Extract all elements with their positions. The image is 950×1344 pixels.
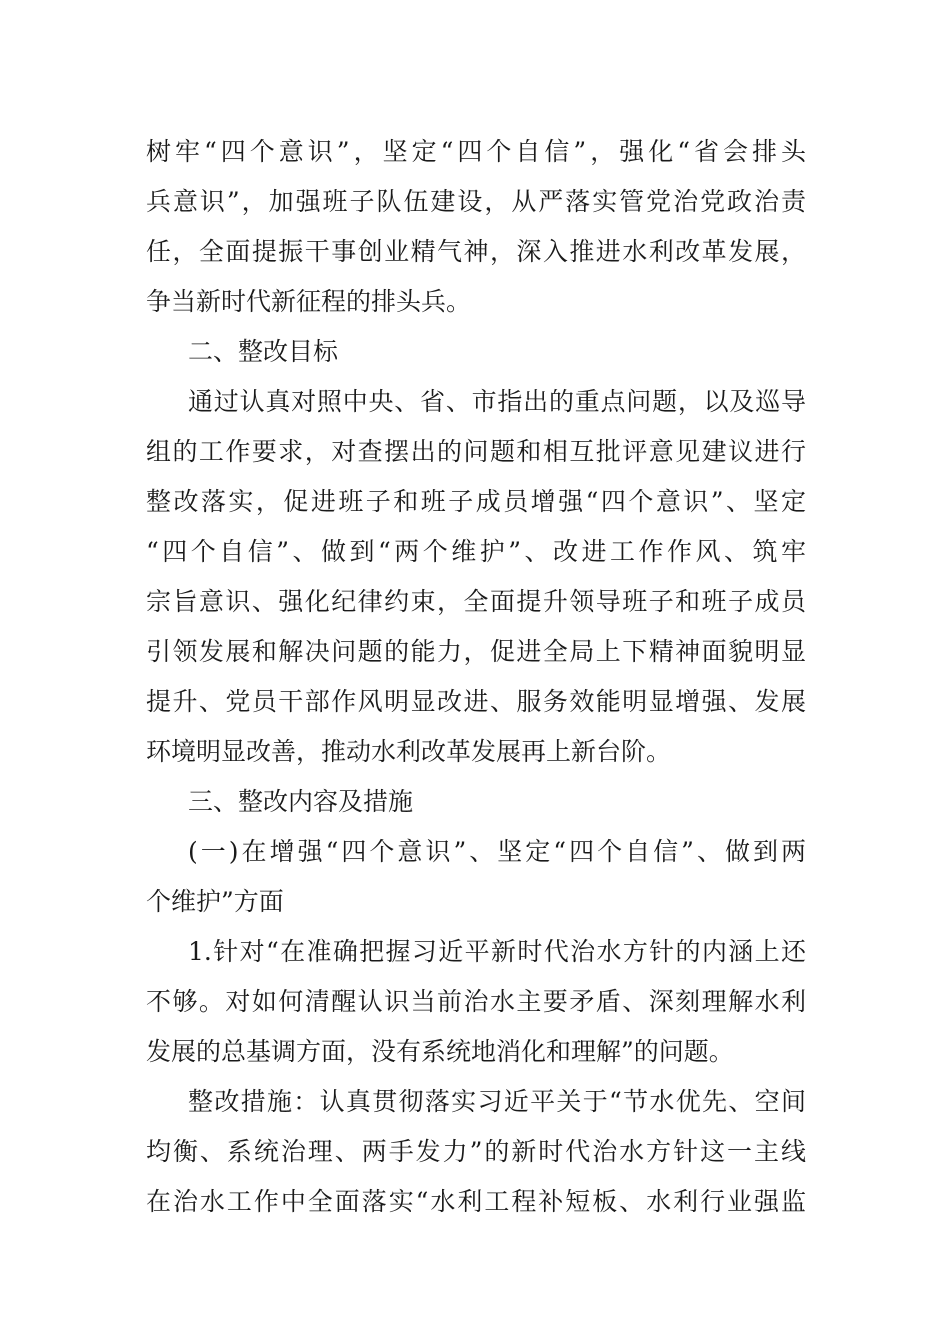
subsection-heading: 个维护”方面 [146,887,284,916]
text-line: 宗旨意识、强化纪律约束，全面提升领导班子和班子成员 [146,587,806,616]
text-line: 不够。对如何清醒认识当前治水主要矛盾、深刻理解水利 [146,987,806,1016]
text-line: 在治水工作中全面落实“水利工程补短板、水利行业强监 [146,1187,806,1216]
text-line: 引领发展和解决问题的能力，促进全局上下精神面貌明显 [146,637,806,666]
text-line: 发展的总基调方面，没有系统地消化和理解”的问题。 [146,1037,734,1066]
section-heading: 三、整改内容及措施 [188,787,414,816]
text-line: 提升、党员干部作风明显改进、服务效能明显增强、发展 [146,687,806,716]
text-line: 组的工作要求，对查摆出的问题和相互批评意见建议进行 [146,437,806,466]
text-line: 争当新时代新征程的排头兵。 [146,287,472,316]
text-line: 树牢“四个意识”，坚定“四个自信”，强化“省会排头 [146,137,806,166]
section-heading: 二、整改目标 [188,337,339,366]
subsection-heading: (一)在增强“四个意识”、坚定“四个自信”、做到两 [188,837,806,866]
text-line: 兵意识”，加强班子队伍建设，从严落实管党治党政治责 [146,187,806,216]
text-line: 通过认真对照中央、省、市指出的重点问题，以及巡导 [188,387,806,416]
text-line: 整改措施：认真贯彻落实习近平关于“节水优先、空间 [188,1087,806,1116]
text-line: 任，全面提振干事创业精气神，深入推进水利改革发展， [146,237,806,266]
text-line: 1.针对“在准确把握习近平新时代治水方针的内涵上还 [188,937,806,966]
text-line: 整改落实，促进班子和班子成员增强“四个意识”、坚定 [146,487,806,516]
text-line: 环境明显改善，推动水利改革发展再上新台阶。 [146,737,672,766]
text-line: “四个自信”、做到“两个维护”、改进工作作风、筑牢 [146,537,806,566]
text-line: 均衡、系统治理、两手发力”的新时代治水方针这一主线 [146,1137,806,1166]
